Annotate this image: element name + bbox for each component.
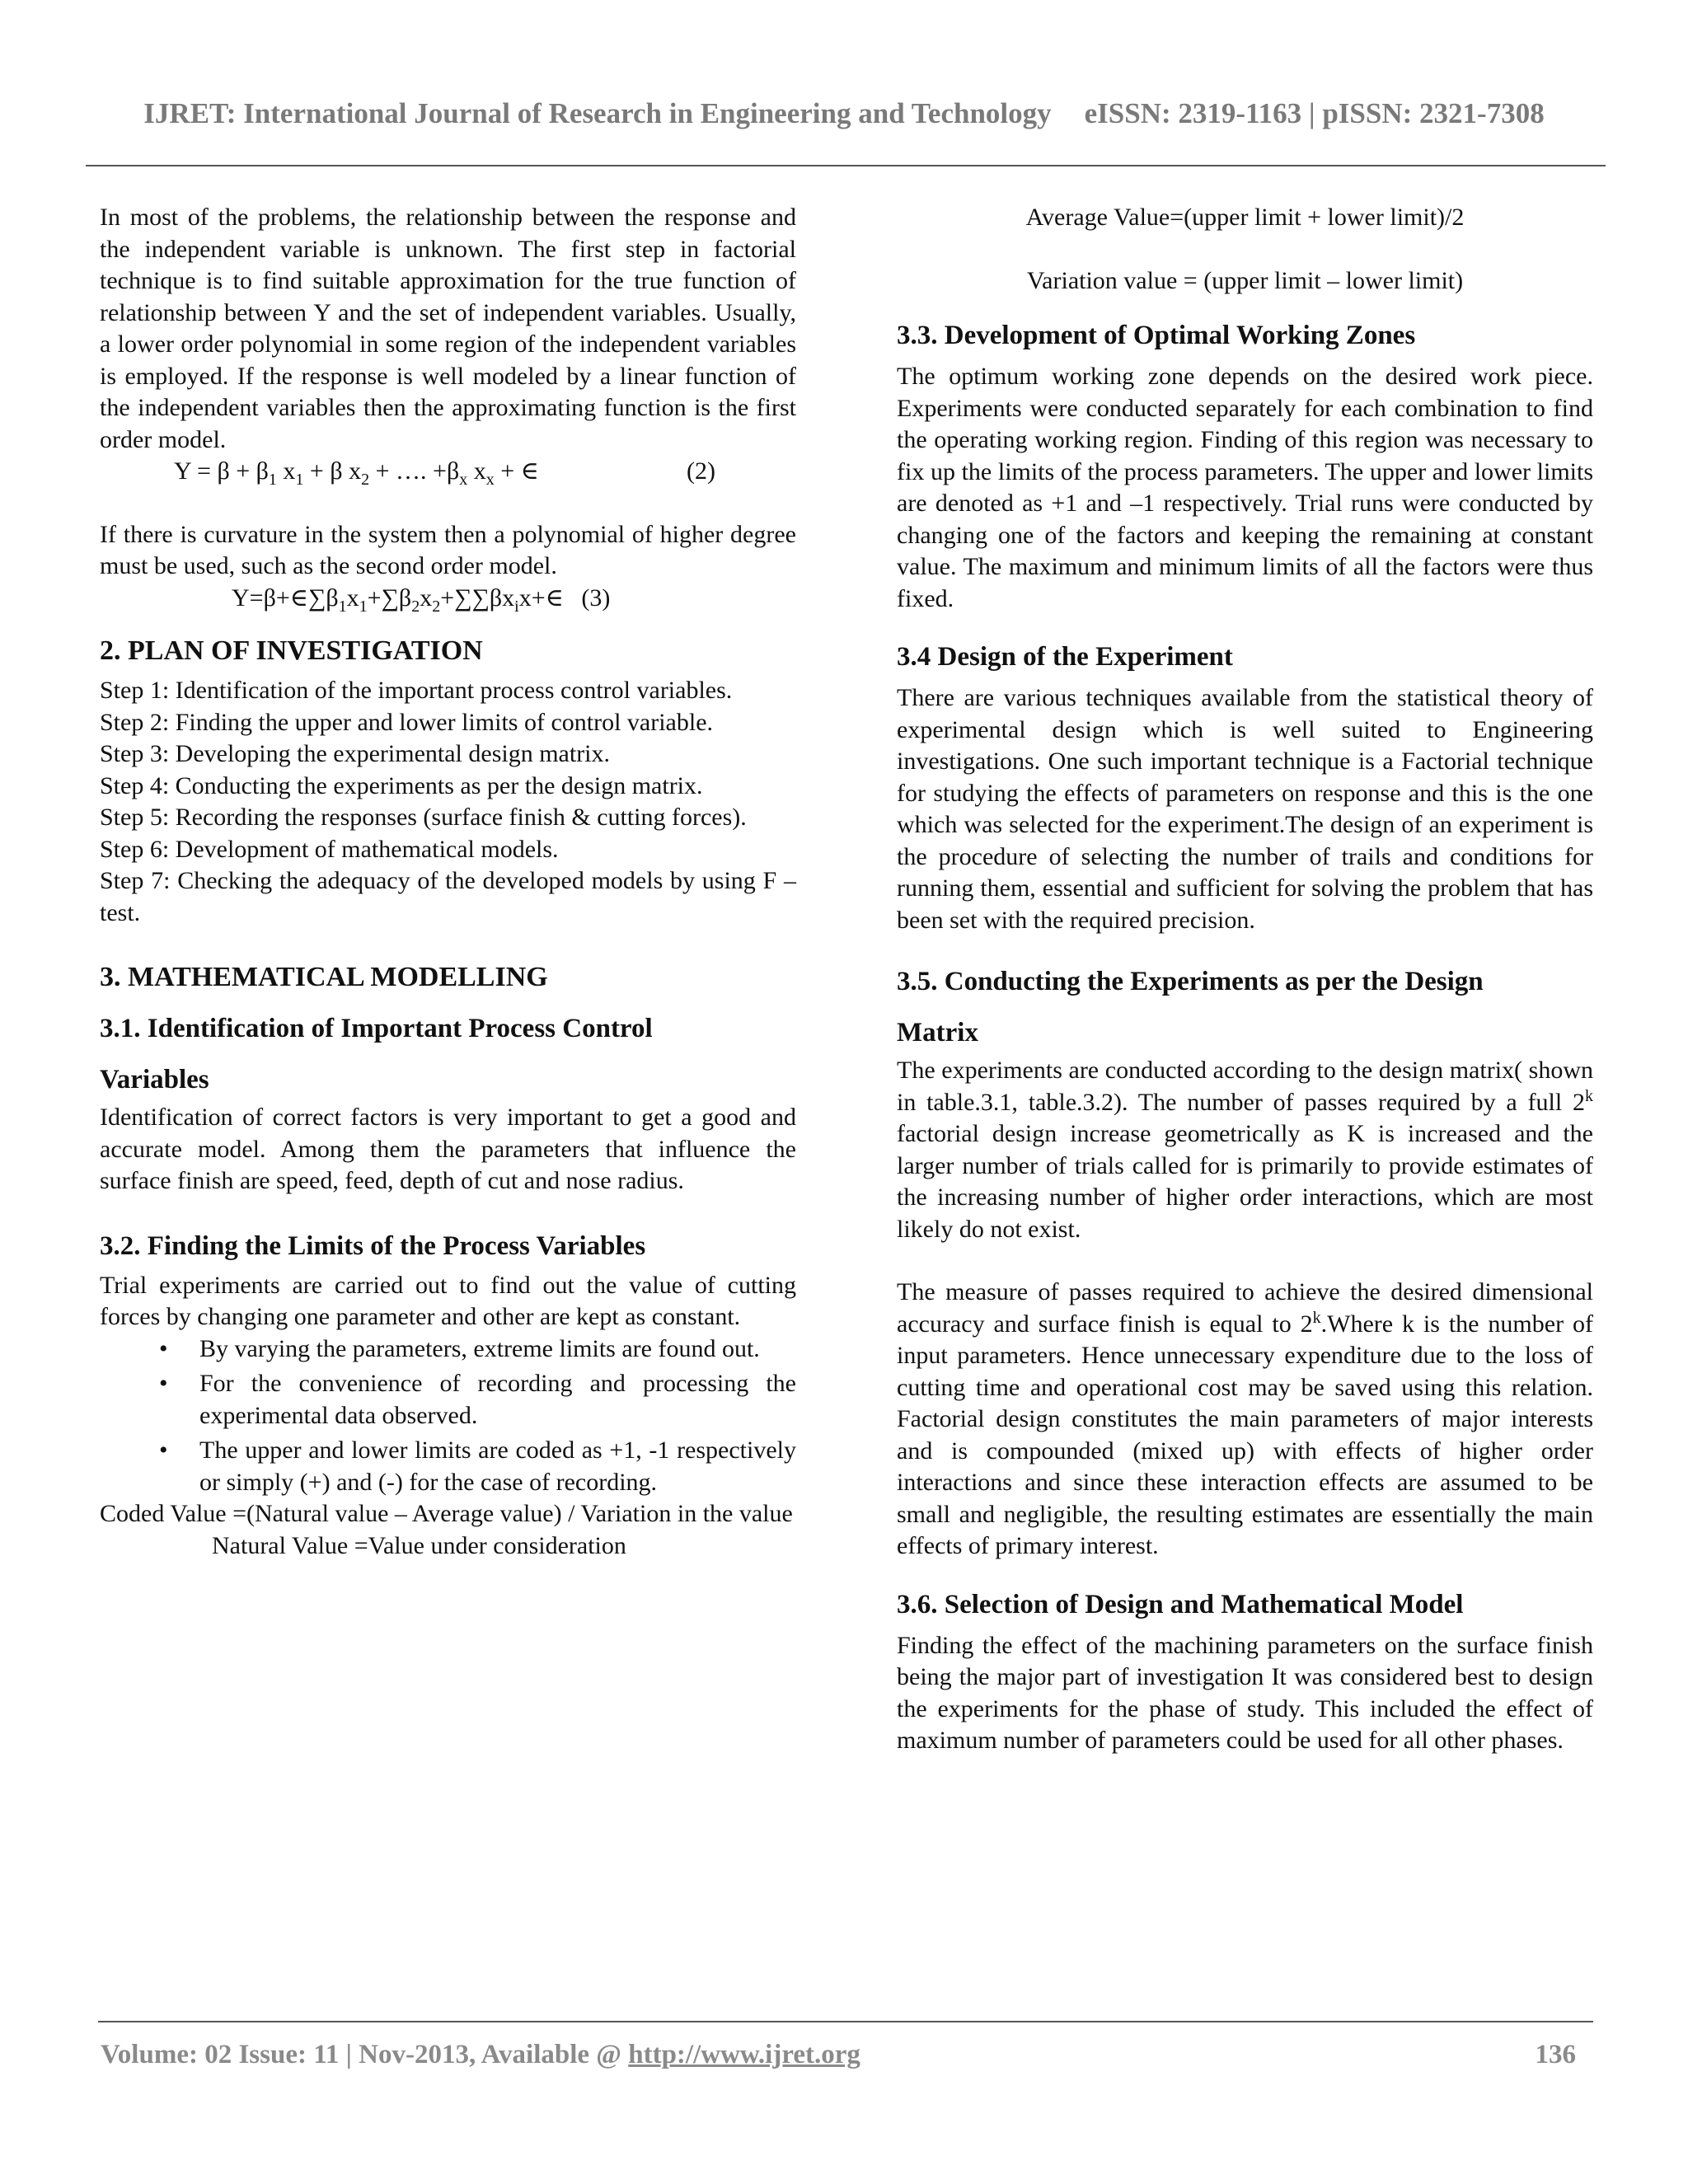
equation-2-formula: $Y = \beta + \beta_1$ $x_1 + \beta$ $x_2$ + …. $+\beta_x$ $x_x$ + ∈ [174, 457, 539, 489]
s31-heading [100, 1011, 796, 1046]
s35-paragraph-2-b: .Where k is the number of input parameters. Hence unnecessary expenditure due to the loss of cutting time and operational cost may be saved using this relation. Factorial design constitutes the main parameters of major interests and is compounded (mixed up) with effects of higher order interactions and since these interaction effects are assumed to be small and negligible, the resulting estimates are essentially the main effects of primary interest. [897, 1310, 1593, 1559]
footer-volume: Volume: 02 Issue: 11 | Nov-2013, Available @ [101, 2040, 629, 2069]
issn: eISSN: 2319-1163 | pISSN: 2321-7308 [1084, 97, 1545, 129]
step-item: Step 3: Developing the experimental design matrix. [100, 740, 611, 767]
steps-list [100, 675, 796, 929]
s35-heading-cont [897, 1015, 1593, 1050]
superscript-k: k [1312, 1308, 1321, 1327]
variation-value: Variation value = (upper limit – lower limit) [1026, 266, 1464, 294]
running-footer [101, 2040, 1576, 2070]
s35-paragraph-1-a: The experiments are conducted according to the design matrix( shown in table.3.1, table.3.2). The number of passes required by a full 2 [897, 1057, 1593, 1116]
s35-heading [897, 964, 1593, 999]
step-item: Step 7: Checking the adequacy of the developed models by using F –test. [100, 867, 796, 926]
natural-value: Natural Value =Value under consideration [212, 1531, 626, 1559]
plan-heading: 2. PLAN OF INVESTIGATION [100, 635, 483, 666]
left-column [100, 202, 796, 1562]
step-item: Step 5: Recording the responses (surface finish & cutting forces). [100, 804, 747, 831]
s36-heading: 3.6. Selection of Design and Mathematical Model [897, 1589, 1464, 1619]
equation-2-number: (2) [687, 457, 715, 485]
journal-url-link[interactable]: http://www.ijret.org [628, 2040, 860, 2069]
equation-3 [100, 583, 796, 615]
step-item: Step 2: Finding the upper and lower limits of control variable. [100, 708, 714, 736]
s34-heading: 3.4 Design of the Experiment [897, 642, 1233, 672]
s34-paragraph: There are various techniques available from the statistical theory of experimental design which is well suited to Engineering investigations. One such important technique is a Factorial technique for studying the effects of parameters on response and this is the one which was selected for the experiment.The design of an experiment is the procedure of selecting the number of trails and conditions for running them, essential and sufficient for solving the problem that has been set with the required precision. [897, 684, 1593, 934]
equation-2 [100, 456, 796, 488]
s33-paragraph: The optimum working zone depends on the desired work piece. Experiments were conducted separately for each combination to find the operating working region. Finding of this region was necessary to fix up the limits of the process parameters. The upper and lower limits are denoted as +1 and –1 respectively. Trial runs were conducted by changing one of the factors and keeping the remaining at constant value. The maximum and minimum limits of all the factors were thus fixed. [897, 363, 1593, 612]
s35-paragraph-1-b: factorial design increase geometrically as K is increased and the larger number of trials called for is primarily to provide estimates of the increasing number of higher order interactions, which are most likely do not exist. [897, 1120, 1593, 1243]
equation-3-formula: $Y=\beta+\in\sum\beta_1x_1+\sum\beta_2x_2+\sum\sum\beta x_ix+\in$ [232, 583, 564, 616]
s35-paragraph-1 [897, 1055, 1593, 1245]
bullet-item: • By varying the parameters, extreme limits are found out. [100, 1333, 796, 1366]
limits-bullet-list [100, 1333, 796, 1499]
s35-heading-line1: 3.5. Conducting the Experiments as per the Design [897, 967, 1484, 996]
step-item: Step 1: Identification of the important process control variables. [100, 677, 733, 704]
running-header [0, 97, 1688, 130]
footer-rule [98, 2021, 1593, 2022]
s36-paragraph: Finding the effect of the machining parameters on the surface finish being the major part of investigation It was considered best to design the experiments for the phase of study. This included the effect of maximum number of parameters could be used for all other phases. [897, 1631, 1593, 1754]
intro-paragraph: In most of the problems, the relationship between the response and the independent variable is unknown. The first step in factorial technique is to find suitable approximation for the true function of relationship between Y and the set of independent variables. Usually, a lower order polynomial in some region of the independent variables is employed. If the response is well modeled by a linear function of the independent variables then the approximating function is the first order model. [100, 204, 796, 453]
equation-3-number: (3) [581, 583, 611, 612]
math-heading: 3. MATHEMATICAL MODELLING [100, 962, 548, 992]
s31-heading-cont [100, 1062, 796, 1097]
average-value: Average Value=(upper limit + lower limit)/2 [1025, 204, 1465, 231]
s32-paragraph: Trial experiments are carried out to find out the value of cutting forces by changing one parameter and other are kept as constant. [100, 1271, 796, 1330]
s32-heading: 3.2. Finding the Limits of the Process Variables [100, 1230, 646, 1261]
bullet-item: • The upper and lower limits are coded as +1, -1 respectively or simply (+) and (-) for the case of recording. [100, 1435, 796, 1498]
step-item: Step 4: Conducting the experiments as per the design matrix. [100, 771, 703, 799]
s33-heading: 3.3. Development of Optimal Working Zones [897, 321, 1416, 350]
s31-heading-line1: 3.1. Identification of Important Process Control [100, 1014, 653, 1043]
right-column [897, 202, 1593, 1757]
curvature-paragraph: If there is curvature in the system then a polynomial of higher degree must be used, such as the second order model. [100, 520, 796, 579]
superscript-k: k [1585, 1086, 1593, 1105]
bullet-item: • For the convenience of recording and processing the experimental data observed. [100, 1368, 796, 1432]
s31-paragraph: Identification of correct factors is very important to get a good and accurate model. Among them the parameters that influence the surface finish are speed, feed, depth of cut and nose radius. [100, 1104, 796, 1194]
journal-title: IJRET: International Journal of Research in Engineering and Technology [143, 97, 1052, 129]
header-rule [86, 165, 1606, 166]
s35-heading-line2: Matrix [897, 1018, 978, 1047]
page-number: 136 [1535, 2040, 1576, 2069]
step-item: Step 6: Development of mathematical models. [100, 835, 559, 863]
s35-paragraph-2 [897, 1277, 1593, 1563]
s31-heading-line2: Variables [100, 1065, 209, 1094]
s35-paragraph-2-a: The measure of passes required to achieve the desired dimensional accuracy and surface finish is equal to 2 [897, 1278, 1593, 1338]
coded-value: Coded Value =(Natural value – Average value) / Variation in the value [100, 1500, 793, 1527]
